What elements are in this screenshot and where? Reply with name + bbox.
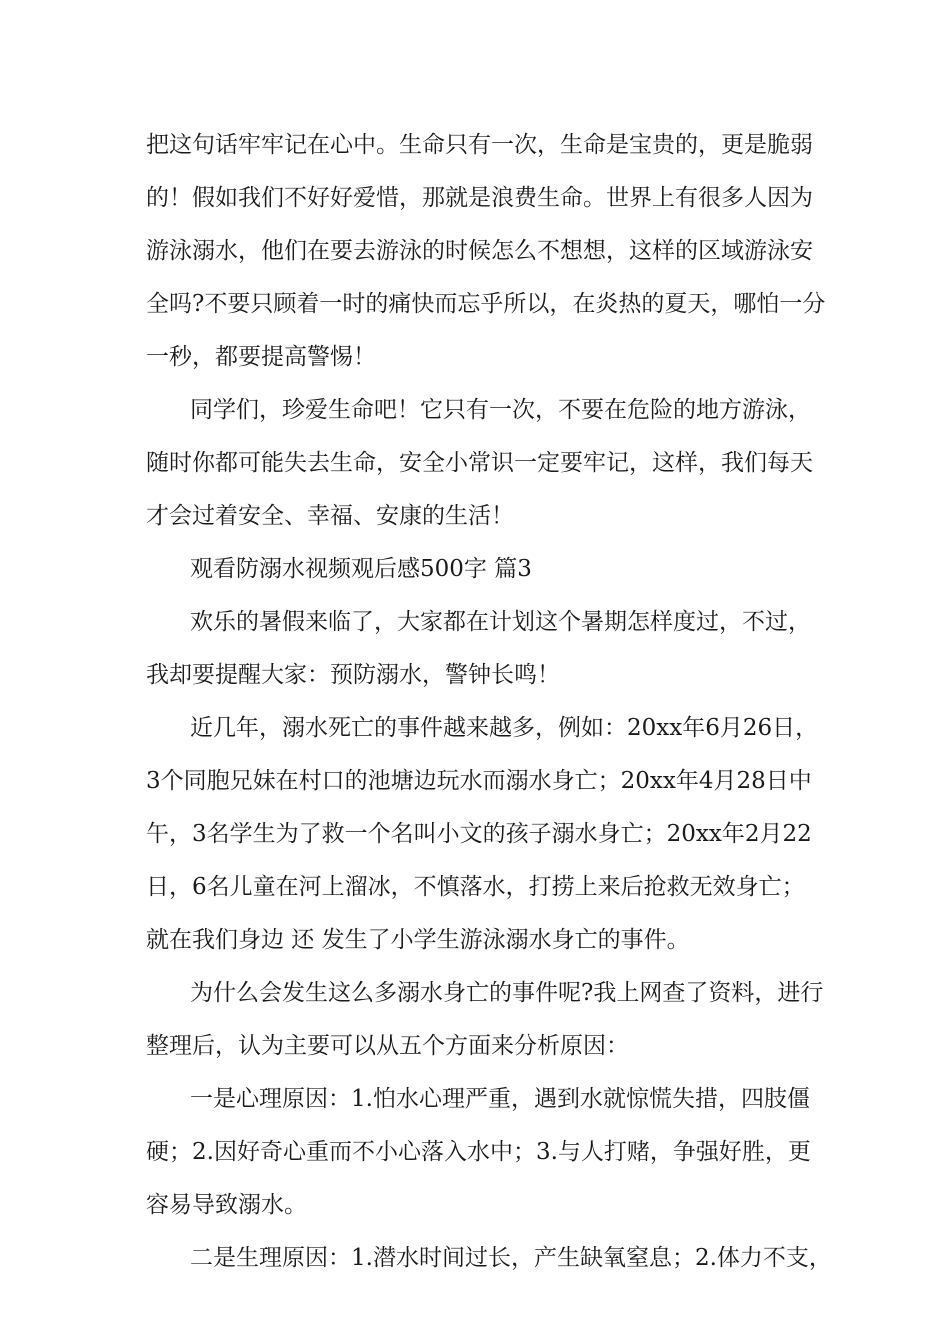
text-line: 日，6名儿童在河上溜冰，不慎落水，打捞上来后抢救无效身亡； (146, 874, 805, 900)
section-heading: 观看防溺水视频观后感500字 篇3 (190, 556, 532, 582)
text-line: 欢乐的暑假来临了，大家都在计划这个暑期怎样度过，不过， (190, 609, 811, 635)
text-line: 一是心理原因：1.怕水心理严重，遇到水就惊慌失措，四肢僵 (190, 1086, 810, 1112)
text-line: 随时你都可能失去生命，安全小常识一定要牢记，这样，我们每天 (146, 450, 813, 476)
text-line: 游泳溺水，他们在要去游泳的时候怎么不想想，这样的区域游泳安 (146, 238, 813, 264)
text-line: 容易导致溺水。 (146, 1192, 307, 1218)
text-line: 整理后，认为主要可以从五个方面来分析原因： (146, 1033, 629, 1059)
text-line: 的！假如我们不好好爱惜，那就是浪费生命。世界上有很多人因为 (146, 185, 813, 211)
text-line: 近几年，溺水死亡的事件越来越多，例如：20xx年6月26日， (190, 715, 819, 741)
text-line: 一秒，都要提高警惕！ (146, 344, 376, 370)
text-line: 二是生理原因：1.潜水时间过长，产生缺氧窒息；2.体力不支， (190, 1245, 832, 1271)
text-line: 午，3名学生为了救一个名叫小文的孩子溺水身亡；20xx年2月22 (146, 821, 812, 847)
text-line: 就在我们身边 还 发生了小学生游泳溺水身亡的事件。 (146, 927, 690, 953)
text-line: 我却要提醒大家：预防溺水，警钟长鸣！ (146, 662, 560, 688)
text-line: 3个同胞兄妹在村口的池塘边玩水而溺水身亡；20xx年4月28日中 (146, 768, 812, 794)
text-line: 把这句话牢牢记在心中。生命只有一次，生命是宝贵的，更是脆弱 (146, 132, 813, 158)
text-line: 才会过着安全、幸福、安康的生活！ (146, 503, 514, 529)
text-line: 同学们，珍爱生命吧！它只有一次，不要在危险的地方游泳， (190, 397, 811, 423)
text-line: 为什么会发生这么多溺水身亡的事件呢?我上网查了资料，进行 (190, 980, 824, 1006)
text-line: 硬；2.因好奇心重而不小心落入水中；3.与人打赌，争强好胜，更 (146, 1139, 811, 1165)
text-line: 全吗?不要只顾着一时的痛快而忘乎所以，在炎热的夏天，哪怕一分 (146, 291, 826, 317)
